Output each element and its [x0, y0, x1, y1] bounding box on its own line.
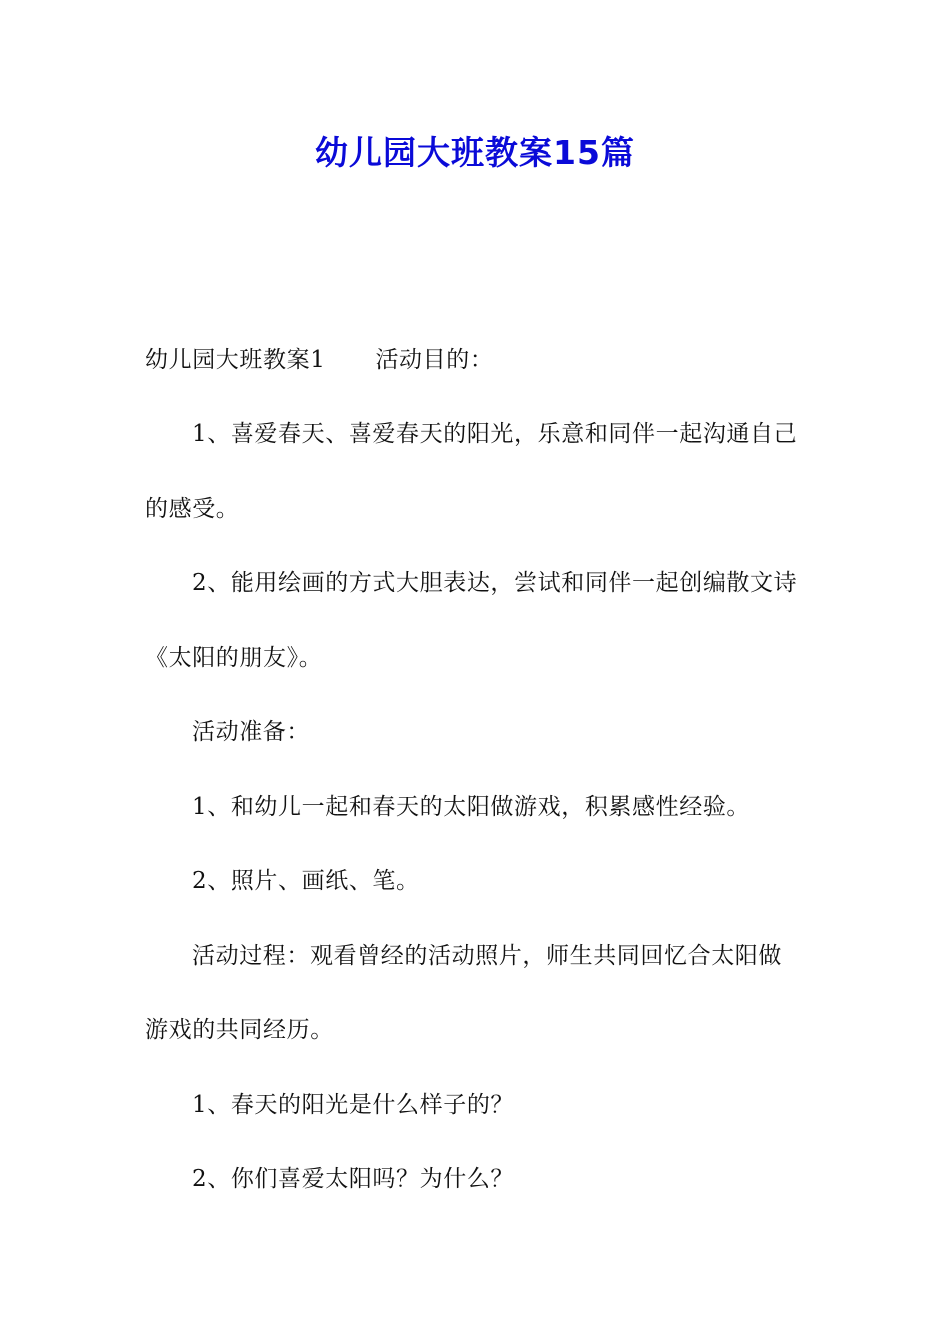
- body-line: 2、你们喜爱太阳吗？为什么？: [192, 1166, 515, 1192]
- body-line: 1、喜爱春天、喜爱春天的阳光，乐意和同伴一起沟通自己: [192, 421, 798, 447]
- body-line: 游戏的共同经历。: [145, 1017, 334, 1043]
- body-line: 2、能用绘画的方式大胆表达，尝试和同伴一起创编散文诗: [192, 570, 798, 596]
- section-heading-line: [145, 344, 493, 376]
- body-line: 活动准备：: [192, 719, 310, 745]
- body-line: 《太阳的朋友》。: [145, 645, 323, 671]
- body-line: 活动过程：观看曾经的活动照片，师生共同回忆合太阳做: [192, 943, 782, 969]
- document-title: 幼儿园大班教案15篇: [315, 133, 635, 172]
- body-line: 1、春天的阳光是什么样子的？: [192, 1092, 515, 1118]
- body-line: 1、和幼儿一起和春天的太阳做游戏，积累感性经验。: [192, 794, 751, 820]
- section-heading: 幼儿园大班教案1: [145, 347, 326, 373]
- body-line: 的感受。: [145, 496, 240, 522]
- body-line: 2、照片、画纸、笔。: [192, 868, 420, 894]
- section-subheading: 活动目的：: [375, 347, 494, 373]
